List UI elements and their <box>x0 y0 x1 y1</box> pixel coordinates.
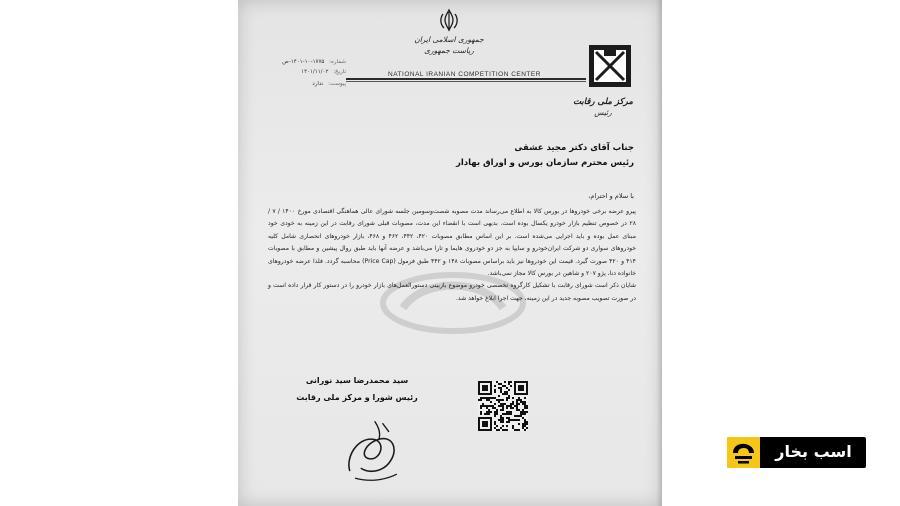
salutation: با سلام و احترام، <box>588 192 634 200</box>
meta-date-label: تاریخ: <box>333 69 346 75</box>
signatory-title: رئیس شورا و مرکز ملی رقابت <box>296 393 418 402</box>
government-line1: جمهوری اسلامی ایران <box>414 35 484 44</box>
iran-emblem-icon <box>436 8 462 34</box>
government-title <box>414 34 484 56</box>
meta-attachment <box>258 80 346 89</box>
official-letter <box>238 0 662 506</box>
addressee-line2: رئیس محترم سازمان بورس و اوراق بهادار <box>455 158 634 168</box>
meta-attachment-value: ندارد <box>312 81 324 87</box>
badge-text: اسب بخار <box>775 442 852 461</box>
qr-code-icon <box>478 381 528 431</box>
letter-body <box>268 206 636 305</box>
header-rule <box>346 78 586 80</box>
header-rule-thin <box>346 81 586 82</box>
meta-attachment-label: پیوست: <box>328 81 346 87</box>
meta-number-label: شماره: <box>329 59 346 65</box>
meta-number-value: ۱۷۷۵-۱۰-۱۴۰۱-ص <box>282 59 325 65</box>
left-margin <box>0 0 238 506</box>
government-line2: ریاست جمهوری <box>424 46 474 55</box>
center-role-fa: رئیس <box>594 108 612 117</box>
center-name-en: NATIONAL IRANIAN COMPETITION CENTER <box>388 71 541 78</box>
handwritten-signature <box>336 410 414 488</box>
signatory-name: سید محمدرضا سید نورانی <box>305 376 409 385</box>
addressee-line1: جناب آقای دکتر مجید عشقی <box>514 143 634 153</box>
meta-number <box>258 58 346 67</box>
meta-date-value: ۱۴۰۱/۱۱/۰۲ <box>301 69 329 75</box>
meta-date <box>258 68 346 77</box>
competition-center-logo-icon <box>588 44 632 88</box>
body-paragraph-1: پیرو عرضه برخی خودروها در بورس کالا به اطلاع می‌رساند مدت مصوبه شصت‌وسومین جلسه شورای عالی هماهنگی اقتصادی مورخ ۱۴۰۰ / ۷ / ۲۸ در خصوص تنظیم بازار خودرو یکسال بوده است. بدیهی است با انقضاء این مدت، مصوبات قبلی شورای رقابت در این زمینه به خودی خود مبنای عمل بوده و باید اجرایی می‌شده است. بر این اساس مطابق مصوبات ۴۲۰، ۴۴۲، ۴۶۲ و ۴۶۸، بازار خودروهای انحصاری شامل کلیه خودروهای سواری دو شرکت ایران‌خودرو و سایپا به جز دو خودروی هایما و تارا می‌باشد و عرضه آنها باید طبق روال پیشین و مطابق با مصوبات ۴۱۴ و ۴۲۰ صورت گیرد. قیمت این خودروها نیز باید براساس مصوبات ۱۴۸ و ۴۴۲ طبق فرمول (Price Cap) محاسبه گردد. فلذا عرضه خودروهای خانواده دنا، پژو ۲۰۷ و شاهین در بورس کالا مجاز نمی‌باشد. <box>268 208 637 278</box>
horse-power-logo-icon <box>727 437 760 468</box>
center-name-fa: مرکز ملی رقابت <box>573 97 633 107</box>
body-paragraph-2: شایان ذکر است شورای رقابت با تشکیل کارگروه تخصصی خودرو موضوع بازبینی دستورالعمل‌های بازار خودرو را در دستور کار قرار داده است و در صورت تصویب مصوبه جدید در این زمینه، جهت اجرا ابلاغ خواهد شد. <box>268 282 636 302</box>
asb-bokhar-badge <box>727 437 866 468</box>
paper-edge-shadow <box>656 0 662 506</box>
